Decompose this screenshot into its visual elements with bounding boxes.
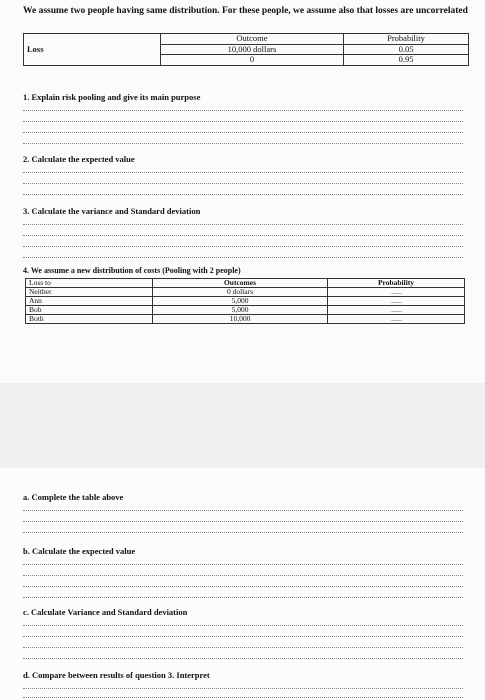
outcome-cell: 0 (161, 55, 344, 66)
outcome-cell: 10,000 (153, 315, 328, 324)
loss-to-cell: Ann (26, 297, 153, 306)
answer-line[interactable] (23, 121, 463, 122)
subquestion-a: a. Complete the table above (23, 492, 124, 502)
answer-line[interactable] (23, 625, 463, 626)
probability-cell: 0.05 (344, 44, 469, 55)
loss-distribution-table (23, 33, 469, 66)
answer-line[interactable] (23, 110, 463, 111)
answer-line[interactable] (23, 224, 463, 225)
header-outcomes: Outcomes (153, 279, 328, 288)
header-probability: Probability (328, 279, 465, 288)
probability-blank[interactable]: ............ (328, 306, 465, 315)
answer-line[interactable] (23, 521, 463, 522)
answer-line[interactable] (23, 647, 463, 648)
answer-line[interactable] (23, 636, 463, 637)
answer-line[interactable] (23, 586, 463, 587)
probability-blank[interactable]: ............ (328, 297, 465, 306)
answer-line[interactable] (23, 257, 463, 258)
answer-line[interactable] (23, 597, 463, 598)
answer-line[interactable] (23, 172, 463, 173)
answer-line[interactable] (23, 575, 463, 576)
probability-blank[interactable]: ............ (328, 315, 465, 324)
subquestion-d: d. Compare between results of question 3. Interpret (23, 670, 210, 680)
table-row (26, 315, 465, 324)
answer-line[interactable] (23, 510, 463, 511)
subquestion-c: c. Calculate Variance and Standard deviation (23, 607, 188, 617)
answer-line[interactable] (23, 532, 463, 533)
answer-line[interactable] (23, 183, 463, 184)
header-loss-to: Loss to (26, 279, 153, 288)
table-row (24, 34, 469, 45)
outcome-cell: 10,000 dollars (161, 44, 344, 55)
outcome-cell: 0 dollars (153, 288, 328, 297)
question-3: 3. Calculate the variance and Standard deviation (23, 206, 201, 216)
outcome-cell: 5,000 (153, 297, 328, 306)
answer-line[interactable] (23, 658, 463, 659)
page-sheet-bottom (0, 468, 485, 700)
question-1: 1. Explain risk pooling and give its main purpose (23, 92, 201, 102)
loss-label: Loss (24, 34, 161, 66)
subquestion-b: b. Calculate the expected value (23, 546, 136, 556)
pooling-table (25, 278, 465, 324)
answer-line[interactable] (23, 246, 463, 247)
answer-line[interactable] (23, 564, 463, 565)
loss-to-cell: Neither (26, 288, 153, 297)
outcome-header: Outcome (161, 34, 344, 45)
page-gap (0, 383, 485, 468)
answer-line[interactable] (23, 143, 463, 144)
loss-to-cell: Both (26, 315, 153, 324)
answer-line[interactable] (23, 688, 463, 689)
intro-text: We assume two people having same distribution. For these people, we assume also that losses are uncorrelated (23, 6, 468, 16)
outcome-cell: 5,000 (153, 306, 328, 315)
loss-to-cell: Bob (26, 306, 153, 315)
answer-line[interactable] (23, 132, 463, 133)
question-4: 4. We assume a new distribution of costs (Pooling with 2 people) (23, 266, 241, 275)
answer-line[interactable] (23, 697, 463, 698)
question-2: 2. Calculate the expected value (23, 154, 135, 164)
answer-line[interactable] (23, 235, 463, 236)
probability-blank[interactable]: ............ (328, 288, 465, 297)
answer-line[interactable] (23, 194, 463, 195)
probability-header: Probability (344, 34, 469, 45)
probability-cell: 0.95 (344, 55, 469, 66)
